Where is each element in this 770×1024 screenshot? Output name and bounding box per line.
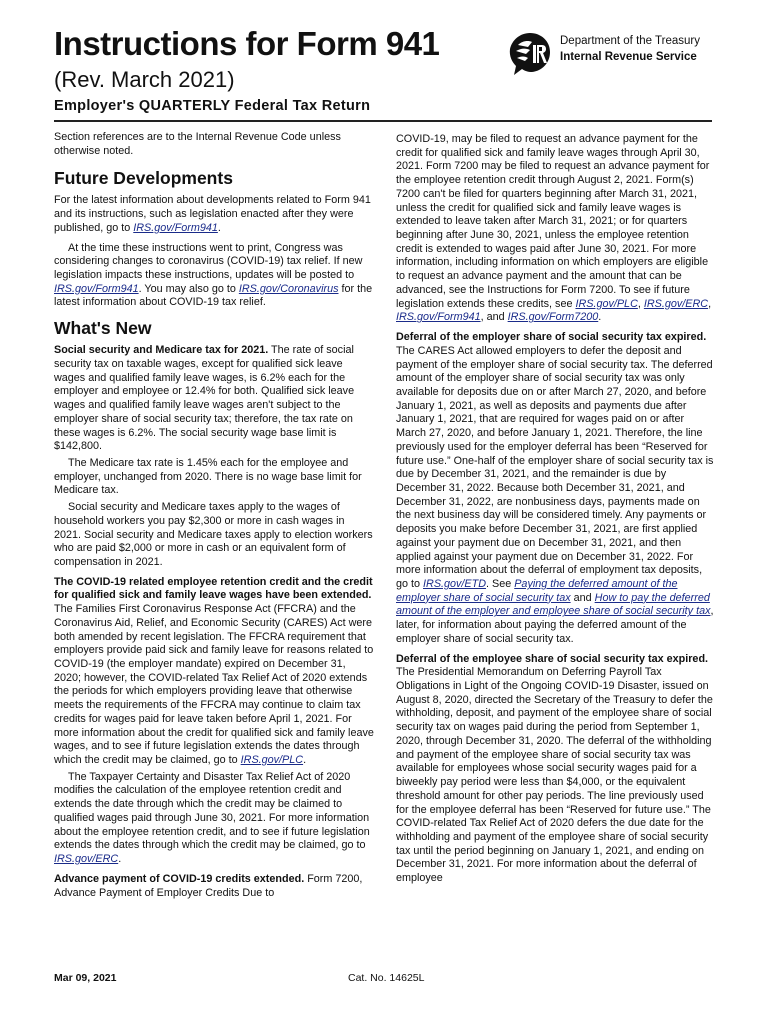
link-form7200[interactable]: IRS.gov/Form7200 [507, 311, 599, 324]
advance-payment-text: Form 7200, Advance Payment of Employer Credits Due to [54, 872, 363, 899]
link-form941[interactable]: IRS.gov/Form941 [133, 221, 218, 234]
taxpayer-text: The Taxpayer Certainty and Disaster Tax Relief Act of 2020 modifies the calculation of the employee retention credit and extends the date through which the credit may be claimed to qualified wages paid through June 30, 2021. For more information about the employee retention credit, and to see if future legislation extends the dates through which the credit may be claimed, go to [54, 770, 370, 852]
covid-credit-lead: The COVID-19 related employee retention credit and the credit for qualified sick and family leave wages have been extended. [54, 575, 373, 602]
link-etd[interactable]: IRS.gov/ETD [423, 578, 487, 590]
link-erc-2[interactable]: IRS.gov/ERC [643, 297, 709, 310]
covid-credit-end: . [303, 754, 307, 767]
sep-3: , and [480, 311, 508, 324]
employer-deferral-mid2: and [570, 591, 595, 604]
taxpayer-end: . [118, 853, 122, 866]
future-paragraph-1 [54, 194, 374, 235]
link-paying-deferred-amount[interactable]: Paying the deferred amount of the employer share of social security tax [396, 578, 678, 604]
right-column [396, 133, 716, 892]
taxpayer-certainty-paragraph [54, 771, 374, 867]
employer-deferral-end: , later, for information about paying the deferred amount of the employer share of social security tax. [396, 605, 714, 645]
left-column [54, 131, 374, 906]
employee-deferral-text: The Presidential Memorandum on Deferring Payroll Tax Obligations in Light of the Ongoing COVID-19 Disaster, issued on August 8, 2020, directed the Secretary of the Treasury to defer the withholding, deposit, and payment of the employee share of social security tax on wages paid during the period from September 1, 2020, through December 31, 2020. The deferral of the withholding and payment of the employee share of social security tax was available for employees whose social security wages paid for a biweekly pay period were less than $4,000, or the equivalent threshold amount for other pay periods. The line previously used for the employee deferral has been “Reserved for future use.” The COVID-related Tax Relief Act of 2020 defers the due date for the withholding and payment of the employee share of social security tax until the period beginning on January 1, 2021, and ending on December 31, 2021. For more information about the deferral of employee [396, 666, 713, 885]
revision-date: (Rev. March 2021) [54, 67, 235, 92]
continued-end: . [598, 311, 602, 324]
link-form941-2[interactable]: IRS.gov/Form941 [396, 311, 481, 324]
ss-medicare-paragraph [54, 344, 374, 454]
continued-paragraph [396, 133, 716, 325]
footer-cat-no: Cat. No. 14625L [348, 972, 425, 984]
future-paragraph-2 [54, 242, 374, 311]
sep-2: , [708, 297, 712, 310]
footer-date: Mar 09, 2021 [54, 972, 117, 984]
employee-deferral-lead: Deferral of the employee share of social security tax expired. [396, 652, 709, 665]
continued-text: COVID-19, may be filed to request an advance payment for the credit for qualified sick and family leave wages through April 30, 2021. Form 7200 may be filed to request an advance payment for the employee retention credit through August 2, 2021. Form(s) 7200 can't be filed for quarters beginning after March 31, 2021, unless the credit for qualified sick and family leave wages is extended to leave taken after March 31, 2021; or for quarters beginning after June 30, 2021, unless the employee retention credit is extended to wages paid after June 30, 2021. For more information, including information on which employers are eligible to request an advance payment and the amount that can be advanced, see the Instructions for Form 7200. To see if future legislation extends these credits, see [396, 133, 710, 310]
link-plc[interactable]: IRS.gov/PLC [240, 754, 304, 767]
whats-new-heading: What's New [54, 318, 152, 339]
medicare-paragraph: The Medicare tax rate is 1.45% each for the employee and employer, unchanged from 2020. There is no wage base limit for Medicare tax. [54, 456, 362, 497]
link-erc[interactable]: IRS.gov/ERC [54, 853, 119, 866]
future-p1-end: . [217, 221, 221, 234]
employee-deferral-paragraph [396, 653, 716, 886]
employer-deferral-paragraph [396, 331, 716, 647]
covid-credit-text: The Families First Coronavirus Response Act (FFCRA) and the Coronavirus Aid, Relief, and Economic Security (CARES) Act were both amended by recent legislation. The FFCRA requirement that employers provide paid sick and family leave for reasons related to COVID-19 (the employer mandate) expired on December 31, 2020; however, the COVID-related Tax Relief Act of 2020 extends the periods for which employers providing leave that otherwise meets the requirements of the FFCRA may continue to claim tax credits for wages paid for leave taken before April 1, 2021. For more information about the credit for qualified sick and family leave wages, and to see if future legislation extends the dates through which the credit may be claimed, go to [54, 603, 374, 767]
advance-payment-lead: Advance payment of COVID-19 credits extended. [54, 872, 305, 885]
link-form941-updates[interactable]: IRS.gov/Form941 [54, 282, 139, 295]
future-p1-text: For the latest information about developments related to Form 941 and its instructions, such as legislation enacted after they were published, go to [54, 194, 371, 234]
sep-1: , [637, 297, 644, 310]
agency-department: Department of the Treasury [560, 35, 700, 47]
employer-deferral-lead: Deferral of the employer share of social security tax expired. [396, 331, 707, 344]
advance-payment-paragraph [54, 873, 374, 900]
future-p2-text: At the time these instructions went to print, Congress was considering changes to coronavirus (COVID-19) tax relief. If new legislation impacts these instructions, updates will be posted to [54, 241, 363, 282]
future-p2-end: for the latest information about COVID-19 tax relief. [54, 282, 373, 309]
ss-medicare-lead: Social security and Medicare tax for 2021. [54, 344, 269, 357]
employer-deferral-mid1: . See [486, 578, 515, 590]
covid-credit-paragraph [54, 576, 374, 768]
link-plc-2[interactable]: IRS.gov/PLC [575, 297, 638, 310]
future-p2-mid: . You may also go to [138, 282, 239, 295]
intro-paragraph: Section references are to the Internal Revenue Code unless otherwise noted. [54, 131, 341, 157]
future-developments-heading: Future Developments [54, 168, 233, 189]
header-rule [54, 120, 712, 122]
form-subtitle: Employer's QUARTERLY Federal Tax Return [54, 98, 371, 114]
employer-deferral-text: The CARES Act allowed employers to defer the deposit and payment of the employer share of social security tax. The deferred amount of the employer share of social security tax was only available for deposits due on or after March 27, 2020, and before January 1, 2021, as well as deposits and payments due after January 1, 2021, that are required for wages paid on or after March 27, 2020, and before January 1, 2021. Therefore, the line previously used for the employer deferral has been “Reserved for future use.” One-half of the employer share of social security tax is due by December 31, 2021, and the remainder is due by December 31, 2022. Because both December 31, 2021, and December 31, 2022, are nonbusiness days, payments made on the next business day will be considered timely. Any payments or deposits you make before December 31, 2021, are first applied against your payment due on December 31, 2021, and then applied against your payment due on December 31, 2022. For more information about the deferral of employment tax deposits, go to [396, 344, 714, 590]
agency-block [560, 33, 700, 65]
agency-irs: Internal Revenue Service [560, 51, 697, 63]
link-coronavirus[interactable]: IRS.gov/Coronavirus [238, 282, 339, 295]
link-how-to-pay-deferred[interactable]: How to pay the deferred amount of the employer and employee share of social security tax [396, 591, 711, 618]
document-title: Instructions for Form 941 [54, 25, 440, 62]
ss-medicare-text: The rate of social security tax on taxable wages, except for qualified sick leave wages and qualified family leave wages, is 6.2% each for the employer and employee or 12.4% for both. Qualified sick leave wages and qualified family leave wages aren't subject to the employer share of social security tax; therefore, the tax rate on these wages is 6.2%. The social security wage base limit is $142,800. [54, 344, 355, 453]
irs-eagle-logo-icon [506, 31, 554, 77]
household-paragraph: Social security and Medicare taxes apply to the wages of household workers you pay $2,300 or more in cash wages in 2021. Social security and Medicare taxes apply to election workers who are paid $2,000 or more in cash or an equivalent form of compensation in 2021. [54, 501, 373, 568]
